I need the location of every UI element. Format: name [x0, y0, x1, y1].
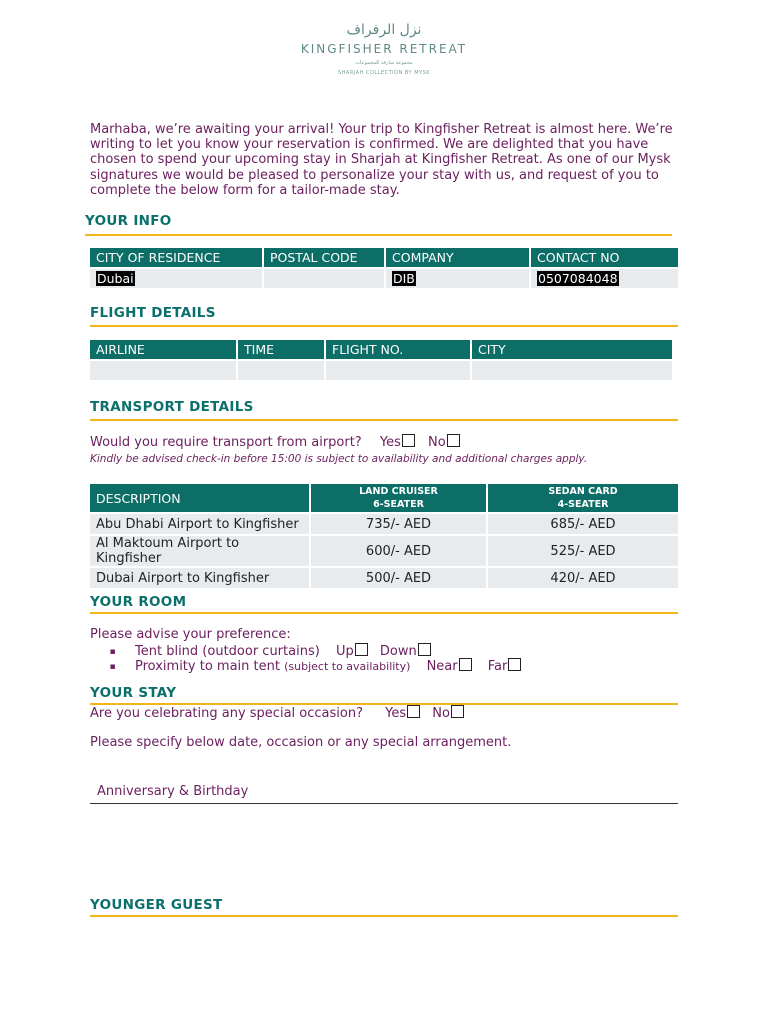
- proximity-label: Proximity to main tent: [135, 659, 280, 674]
- route-description: Abu Dhabi Airport to Kingfisher: [90, 514, 309, 534]
- logo: [0, 22, 768, 76]
- transport-question: Would you require transport from airport?: [90, 435, 362, 450]
- sedan-price: 685/- AED: [488, 514, 678, 534]
- transport-no-checkbox[interactable]: [447, 434, 460, 447]
- special-arrangement-value[interactable]: Anniversary & Birthday: [97, 784, 249, 799]
- specify-instruction: Please specify below date, occasion or any special arrangement.: [90, 735, 512, 750]
- sedan-price: 420/- AED: [488, 568, 678, 588]
- route-description: Al Maktoum Airport to Kingfisher: [90, 536, 309, 566]
- section-title-stay: YOUR STAY: [90, 685, 177, 701]
- bullet: ▪: [109, 662, 116, 672]
- company-field[interactable]: [386, 269, 529, 288]
- your-info-table: [88, 246, 680, 290]
- table-row: [90, 514, 678, 534]
- far-checkbox[interactable]: [508, 658, 521, 671]
- contact-value: 0507084048: [538, 271, 618, 286]
- section-title-younger-guest: YOUNGER GUEST: [90, 897, 223, 913]
- up-checkbox[interactable]: [355, 643, 368, 656]
- time-field[interactable]: [238, 361, 324, 380]
- table-row: [90, 568, 678, 588]
- occasion-no-label: No: [432, 706, 450, 721]
- near-checkbox[interactable]: [459, 658, 472, 671]
- logo-tagline-arabic: مجموعة شارقة للمجموعات: [355, 60, 413, 66]
- land-cruiser-name: LAND CRUISER: [359, 486, 438, 497]
- airline-field[interactable]: [90, 361, 236, 380]
- postal-field[interactable]: [264, 269, 384, 288]
- section-title-your-info: YOUR INFO: [85, 213, 172, 229]
- sedan-price: 525/- AED: [488, 536, 678, 566]
- far-label: Far: [487, 659, 508, 674]
- logo-name: KINGFISHER RETREAT: [300, 42, 468, 56]
- header-city: CITY OF RESIDENCE: [90, 248, 262, 267]
- route-description: Dubai Airport to Kingfisher: [90, 568, 309, 588]
- city-value: Dubai: [97, 271, 134, 286]
- flight-table: [88, 338, 674, 382]
- header-postal: POSTAL CODE: [264, 248, 384, 267]
- occasion-no-checkbox[interactable]: [451, 705, 464, 718]
- occasion-question: Are you celebrating any special occasion?: [90, 706, 363, 721]
- flight-city-field[interactable]: [472, 361, 672, 380]
- transport-yes-label: Yes: [379, 435, 401, 450]
- section-rule: [90, 325, 678, 327]
- section-rule: [90, 915, 678, 917]
- sedan-seats: 4-SEATER: [557, 499, 609, 510]
- transport-question-row: [90, 434, 460, 450]
- room-item-tent-blind: [90, 643, 431, 659]
- transport-yes-checkbox[interactable]: [402, 434, 415, 447]
- section-rule: [90, 612, 678, 614]
- transport-no-label: No: [428, 435, 446, 450]
- header-flight-no: FLIGHT NO.: [326, 340, 470, 359]
- header-company: COMPANY: [386, 248, 529, 267]
- land-cruiser-price: 500/- AED: [311, 568, 486, 588]
- header-time: TIME: [238, 340, 324, 359]
- section-title-transport: TRANSPORT DETAILS: [90, 399, 254, 415]
- land-cruiser-price: 735/- AED: [311, 514, 486, 534]
- occasion-yes-checkbox[interactable]: [407, 705, 420, 718]
- up-label: Up: [335, 644, 354, 659]
- land-cruiser-seats: 6-SEATER: [373, 499, 424, 510]
- land-cruiser-price: 600/- AED: [311, 536, 486, 566]
- section-title-room: YOUR ROOM: [90, 594, 187, 610]
- bullet: ▪: [109, 647, 116, 657]
- answer-underline: [90, 803, 678, 804]
- section-rule: [85, 234, 672, 236]
- header-sedan: [488, 484, 678, 512]
- header-land-cruiser: [311, 484, 486, 512]
- transport-price-table: [88, 482, 680, 590]
- logo-arabic: نزل الرفراف: [346, 22, 422, 38]
- table-row: [90, 536, 678, 566]
- down-label: Down: [379, 644, 417, 659]
- occasion-yes-label: Yes: [385, 706, 407, 721]
- occasion-question-row: [90, 705, 464, 721]
- checkin-note: Kindly be advised check-in before 15:00 is subject to availability and additional charges apply.: [90, 453, 588, 465]
- section-title-flight: FLIGHT DETAILS: [90, 305, 216, 321]
- company-value: DIB: [393, 271, 415, 286]
- sedan-name: SEDAN CARD: [548, 486, 618, 497]
- logo-tagline: SHARJAH COLLECTION BY MYSK: [337, 70, 431, 76]
- proximity-note: (subject to availability): [284, 660, 411, 673]
- header-description: DESCRIPTION: [90, 484, 309, 512]
- header-airline: AIRLINE: [90, 340, 236, 359]
- tent-blind-label: Tent blind (outdoor curtains): [135, 644, 320, 659]
- intro-text: Marhaba, we’re awaiting your arrival! Your trip to Kingfisher Retreat is almost here. We’re writing to let you know your reservation is confirmed. We are delighted that you have chosen to spend your upcoming stay in Sharjah at Kingfisher Retreat. As one of our Mysk signatures we would be pleased to personalize your stay with us, and request of you to complete the below form for a tailor-made stay.: [90, 122, 673, 198]
- city-field[interactable]: [90, 269, 262, 288]
- room-item-proximity: [90, 658, 521, 674]
- near-label: Near: [426, 659, 458, 674]
- room-prompt: Please advise your preference:: [90, 627, 291, 642]
- contact-field[interactable]: [531, 269, 678, 288]
- flight-no-field[interactable]: [326, 361, 470, 380]
- header-flight-city: CITY: [472, 340, 672, 359]
- down-checkbox[interactable]: [418, 643, 431, 656]
- header-contact: CONTACT NO: [531, 248, 678, 267]
- section-rule: [90, 419, 678, 421]
